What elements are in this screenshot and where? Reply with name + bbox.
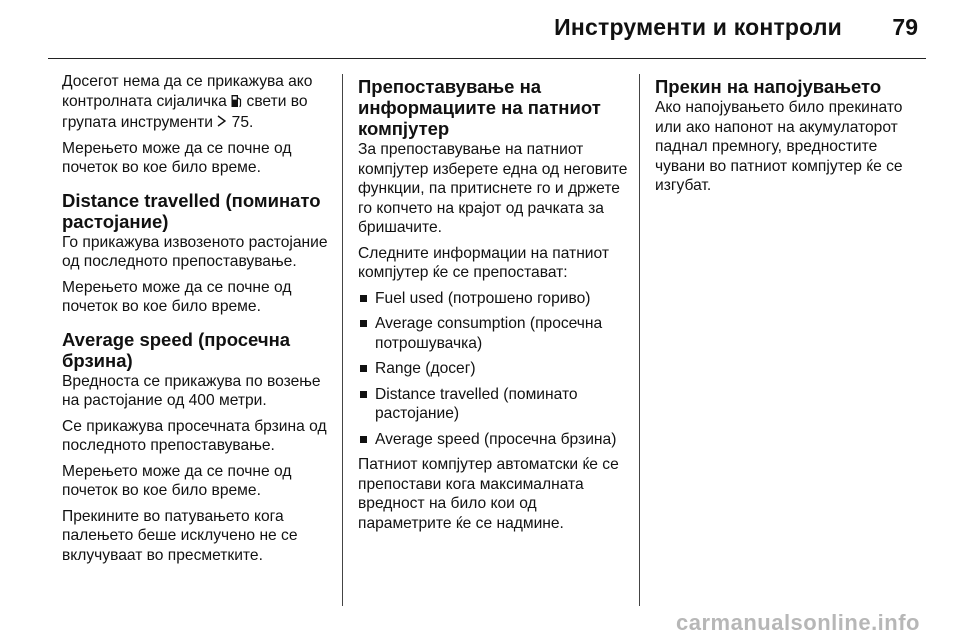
heading-power-interruption: Прекин на напојувањето (655, 76, 882, 97)
list-item: Average consumption (просечна потрошувачка) (358, 314, 630, 353)
heading-distance-travelled: Distance travelled (поминато растојание) (62, 189, 321, 232)
list-item: Range (досег) (358, 359, 630, 379)
column-divider-left (342, 74, 343, 606)
page-number: 79 (892, 14, 918, 40)
paragraph: Се прикажува просечната брзина од последното препоставување. (62, 417, 327, 454)
paragraph: Патниот компјутер автоматски ќе се препостави кога максималната вредност на било кои од параметрите ќе се надмине. (358, 456, 619, 532)
list-item: Average speed (просечна брзина) (358, 430, 630, 450)
page-title: Инструменти и контроли (554, 14, 842, 40)
paragraph: Вредноста се прикажува по возење на растојание од 400 метри. (62, 372, 321, 409)
heading-average-speed: Average speed (просечна брзина) (62, 328, 291, 371)
page-reference[interactable]: 75. (231, 114, 254, 131)
column-right (655, 76, 930, 202)
paragraph: Мерењето може да се почне од почеток во кое било време. (62, 462, 292, 499)
paragraph: Го прикажува извозеното растојание од последното препоставување. (62, 233, 328, 270)
paragraph: Мерењето може да се почне од почеток во кое било време. (62, 139, 292, 176)
header-rule (48, 58, 926, 59)
paragraph-range-note: Досегот нема да се прикажува ако контролната сијаличка свети во групата инструменти 75. (62, 73, 313, 131)
list-item: Distance travelled (поминато растојание) (358, 385, 630, 424)
watermark-text: carmanualsonline.info (676, 610, 920, 635)
fuel-pump-icon (231, 94, 242, 114)
paragraph: Прекините во патувањето кога палењето беше исклучено не се вклучуваат во пресметките. (62, 507, 298, 564)
list-item: Fuel used (потрошено гориво) (358, 289, 630, 309)
page-reference-arrow-icon (217, 113, 227, 133)
paragraph: За препоставување на патниот компјутер изберете една од неговите функции, па притиснете го и држете го копчето на крајот од рачката за бришачите. (358, 141, 628, 236)
column-middle (358, 76, 630, 539)
reset-items-list (358, 289, 630, 450)
paragraph: Следните информации на патниот компјутер ќе се препостават: (358, 244, 609, 281)
column-divider-right (639, 74, 640, 606)
paragraph: Мерењето може да се почне од почеток во кое било време. (62, 278, 292, 315)
heading-reset-trip-computer: Препоставување на информациите на патниот компјутер (358, 76, 601, 139)
paragraph: Ако напојувањето било прекинато или ако напонот на акумулаторот паднал премногу, вредностите чувани во патниот компјутер ќе се изгубат. (655, 99, 903, 194)
column-left (62, 72, 332, 571)
